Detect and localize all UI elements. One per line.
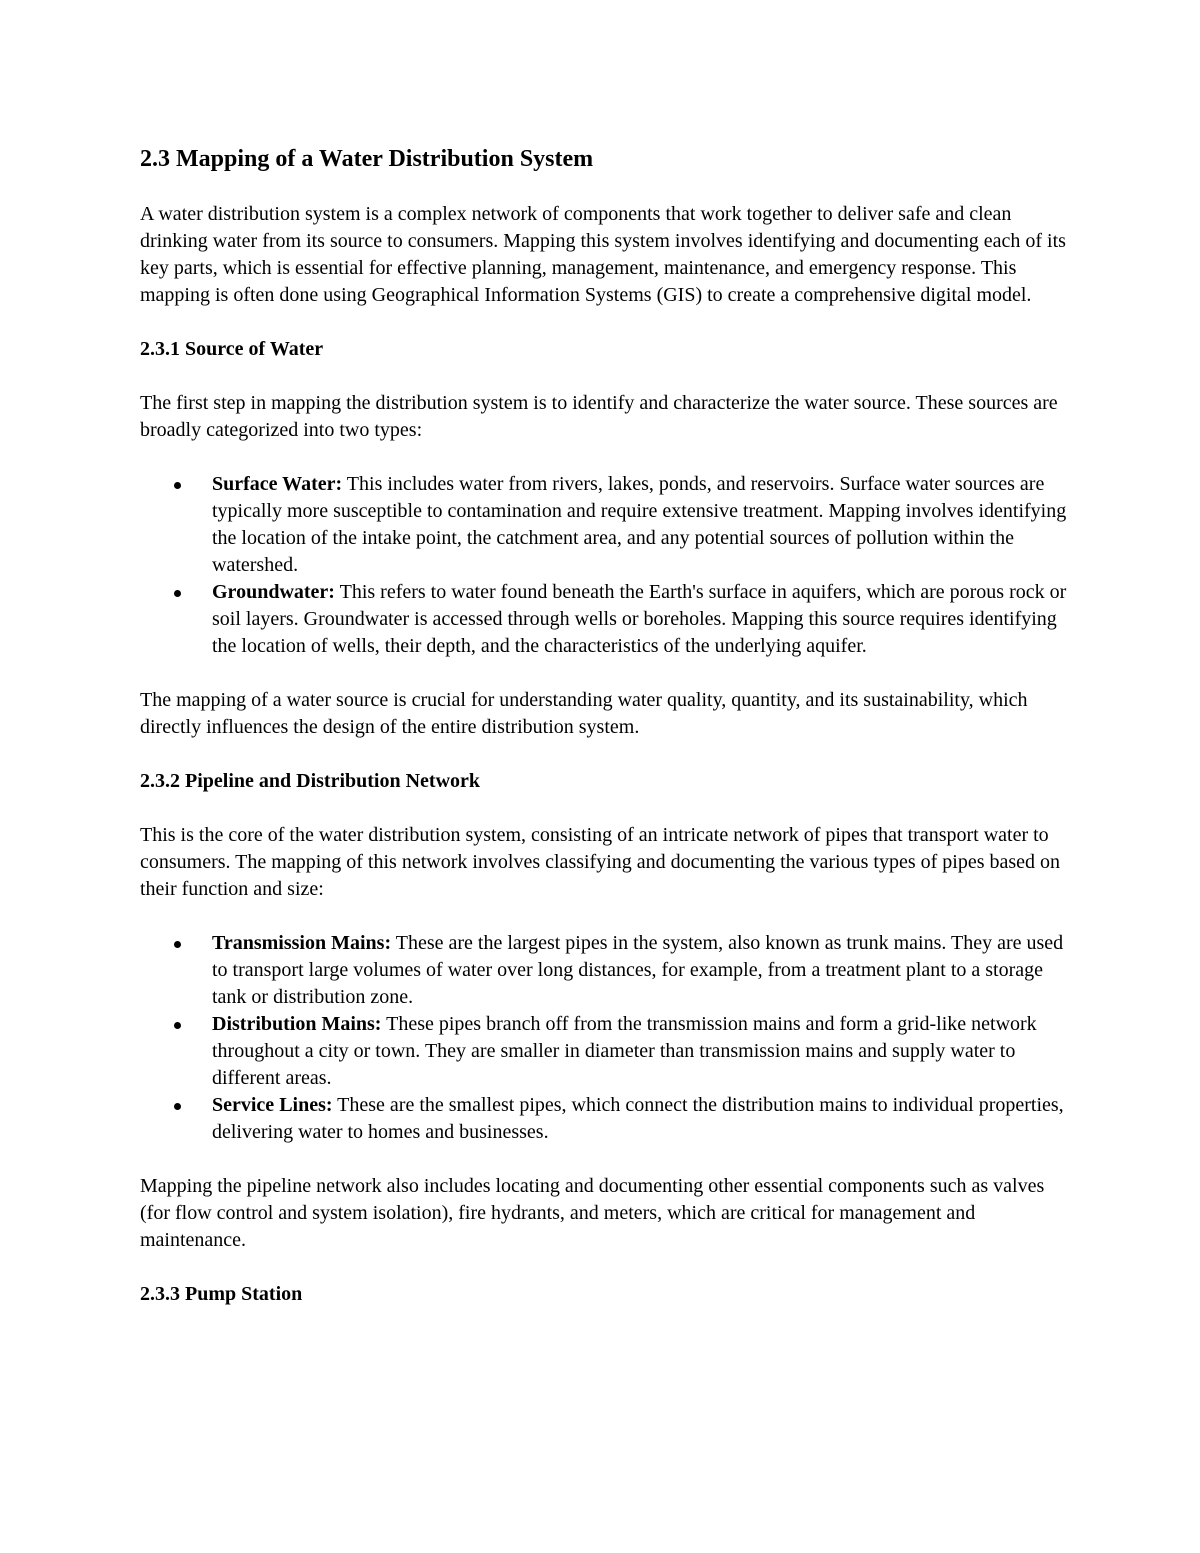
list-item: [140, 579, 1070, 660]
list-item: [140, 1011, 1070, 1092]
section-heading-pipeline: 2.3.2 Pipeline and Distribution Network: [140, 770, 481, 792]
source-intro-paragraph: The first step in mapping the distribution system is to identify and characterize the water source. These sources are broadly categorized into two types:: [140, 392, 1058, 441]
list-item-text: These pipes branch off from the transmission mains and form a grid-like network throughout a city or town. They are smaller in diameter than transmission mains and supply water to different areas.: [212, 1013, 1037, 1089]
intro-paragraph: A water distribution system is a complex network of components that work together to deliver safe and clean drinking water from its source to consumers. Mapping this system involves identifying and documenting each of its key parts, which is essential for effective planning, management, maintenance, and emergency response. This mapping is often done using Geographical Information Systems (GIS) to create a comprehensive digital model.: [140, 203, 1066, 306]
list-item-text: These are the largest pipes in the system, also known as trunk mains. They are used to transport large volumes of water over long distances, for example, from a treatment plant to a storage tank or distribution zone.: [212, 932, 1064, 1008]
list-item: [140, 471, 1070, 579]
source-types-list: [140, 471, 1070, 660]
list-item-term: Transmission Mains:: [212, 932, 392, 954]
pipeline-intro-paragraph: This is the core of the water distribution system, consisting of an intricate network of pipes that transport water to consumers. The mapping of this network involves classifying and documenting the various types of pipes based on their function and size:: [140, 824, 1061, 900]
list-item-term: Service Lines:: [212, 1094, 333, 1116]
bullet-icon: [174, 482, 181, 489]
source-conclusion-paragraph: The mapping of a water source is crucial for understanding water quality, quantity, and its sustainability, which directly influences the design of the entire distribution system.: [140, 689, 1028, 738]
list-item-text: This includes water from rivers, lakes, ponds, and reservoirs. Surface water sources are typically more susceptible to contamination and require extensive treatment. Mapping involves identifying the location of the intake point, the catchment area, and any potential sources of pollution within the watershed.: [212, 473, 1067, 576]
list-item: [140, 1092, 1070, 1146]
list-item-term: Surface Water:: [212, 473, 343, 495]
list-item-term: Distribution Mains:: [212, 1013, 382, 1035]
pipe-types-list: [140, 930, 1070, 1146]
bullet-icon: [174, 1103, 181, 1110]
page-title: 2.3 Mapping of a Water Distribution System: [140, 146, 594, 172]
bullet-icon: [174, 1022, 181, 1029]
document-page: [140, 143, 1070, 1335]
pipeline-conclusion-paragraph: Mapping the pipeline network also includes locating and documenting other essential components such as valves (for flow control and system isolation), fire hydrants, and meters, which are critical for management and maintenance.: [140, 1175, 1045, 1251]
bullet-icon: [174, 590, 181, 597]
section-heading-source: 2.3.1 Source of Water: [140, 338, 324, 360]
list-item-text: These are the smallest pipes, which connect the distribution mains to individual properties, delivering water to homes and businesses.: [212, 1094, 1064, 1143]
list-item-text: This refers to water found beneath the Earth's surface in aquifers, which are porous rock or soil layers. Groundwater is accessed through wells or boreholes. Mapping this source requires identifying the location of wells, their depth, and the characteristics of the underlying aquifer.: [212, 581, 1067, 657]
section-heading-pump: 2.3.3 Pump Station: [140, 1283, 303, 1305]
bullet-icon: [174, 941, 181, 948]
list-item: [140, 930, 1070, 1011]
list-item-term: Groundwater:: [212, 581, 335, 603]
